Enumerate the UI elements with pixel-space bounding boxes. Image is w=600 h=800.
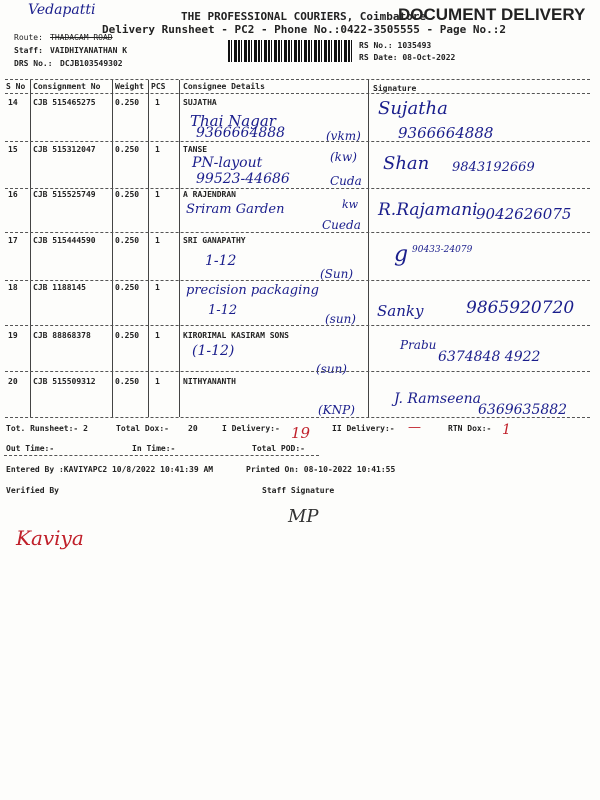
row-weight: 0.250 bbox=[115, 190, 140, 199]
col-sno: S No bbox=[6, 82, 26, 91]
tot-runsheet: Tot. Runsheet:- 2 bbox=[6, 424, 88, 433]
row-sno: 18 bbox=[8, 283, 18, 292]
row-consignee-name: SUJATHA bbox=[183, 98, 217, 107]
entered-by: Entered By :KAVIYAPC2 10/8/2022 10:41:39 AM bbox=[6, 465, 214, 474]
total-dox-value: 20 bbox=[188, 424, 198, 433]
route-value: THADAGAM ROAD bbox=[50, 33, 113, 42]
row-signature: R.Rajamani bbox=[378, 200, 478, 220]
row-address-handwritten-2: 1-12 bbox=[208, 303, 238, 318]
row-signature: Shan bbox=[383, 153, 430, 174]
barcode bbox=[228, 40, 354, 62]
row-weight: 0.250 bbox=[115, 377, 140, 386]
row-address-handwritten: (1-12) bbox=[192, 343, 235, 359]
row-sno: 17 bbox=[8, 236, 18, 245]
row-signature-phone: 6369635882 bbox=[478, 402, 568, 418]
rtn-dox-value: 1 bbox=[502, 422, 511, 438]
row-consignee-name: SRI GANAPATHY bbox=[183, 236, 246, 245]
row-pcs: 1 bbox=[155, 190, 160, 199]
staff-signature-label: Staff Signature bbox=[262, 486, 335, 495]
row-area-tag: (sun) bbox=[316, 362, 347, 376]
row-weight: 0.250 bbox=[115, 145, 140, 154]
row-area-tag: (KNP) bbox=[318, 403, 355, 417]
handwritten-note: Vedapatti bbox=[28, 2, 96, 18]
row-pcs: 1 bbox=[155, 145, 160, 154]
row-consignment: CJB 515312047 bbox=[33, 145, 96, 154]
row-pcs: 1 bbox=[155, 98, 160, 107]
row-divider bbox=[5, 232, 590, 233]
in-time-label: In Time:- bbox=[132, 444, 176, 453]
row-consignment: CJB 515444590 bbox=[33, 236, 96, 245]
row-address-handwritten: 1-12 bbox=[205, 253, 237, 269]
company-name: THE PROFESSIONAL COURIERS, Coimbatore bbox=[181, 10, 427, 23]
col-weight: Weight bbox=[115, 82, 144, 91]
row-area-tag: kw bbox=[342, 198, 359, 211]
drs-label: DRS No.: bbox=[14, 59, 53, 68]
row-area-tag: (kw) bbox=[330, 150, 357, 164]
row-signature: Prabu bbox=[400, 338, 437, 352]
row-weight: 0.250 bbox=[115, 331, 140, 340]
row-consignee-name: TANSE bbox=[183, 145, 208, 154]
row-signature-phone: 9865920720 bbox=[466, 298, 575, 318]
row-address-handwritten: Thai Nagar bbox=[190, 112, 276, 130]
row-divider bbox=[5, 141, 590, 142]
runsheet-line: Delivery Runsheet - PC2 - Phone No.:0422-3505555 - Page No.:2 bbox=[102, 23, 506, 36]
row-consignee-name: NITHYANANTH bbox=[183, 377, 236, 386]
column-line bbox=[368, 80, 369, 417]
row-pcs: 1 bbox=[155, 331, 160, 340]
i-delivery-label: I Delivery:- bbox=[222, 424, 280, 433]
staff-value: VAIDHIYANATHAN K bbox=[50, 46, 128, 55]
row-signature-phone: 90433-24079 bbox=[412, 245, 473, 255]
row-weight: 0.250 bbox=[115, 236, 140, 245]
row-area-tag-2: Cueda bbox=[322, 218, 361, 232]
staff-signature-handwritten: MP bbox=[288, 506, 319, 527]
total-pod-label: Total POD:- bbox=[252, 444, 305, 453]
row-sno: 16 bbox=[8, 190, 18, 199]
row-area-tag: (Sun) bbox=[320, 267, 354, 281]
divider bbox=[5, 93, 590, 94]
staff-label: Staff: bbox=[14, 46, 43, 55]
column-line bbox=[112, 80, 113, 417]
rs-number: RS No.: 1035493 bbox=[359, 41, 432, 50]
verifier-signature-handwritten: Kaviya bbox=[16, 526, 84, 550]
row-address-handwritten: Sriram Garden bbox=[186, 202, 285, 217]
col-consignee: Consignee Details bbox=[183, 82, 265, 91]
row-pcs: 1 bbox=[155, 283, 160, 292]
row-divider bbox=[5, 371, 590, 372]
row-signature-phone: 9843192669 bbox=[452, 160, 535, 175]
row-divider bbox=[5, 417, 590, 418]
row-weight: 0.250 bbox=[115, 283, 140, 292]
verified-by-label: Verified By bbox=[6, 486, 59, 495]
col-signature: Signature bbox=[373, 84, 417, 93]
row-sno: 14 bbox=[8, 98, 18, 107]
row-weight: 0.250 bbox=[115, 98, 140, 107]
row-consignment: CJB 515509312 bbox=[33, 377, 96, 386]
row-signature: Sujatha bbox=[378, 98, 448, 119]
rs-date: RS Date: 08-Oct-2022 bbox=[359, 53, 456, 62]
row-divider bbox=[5, 280, 590, 281]
document-type-title: DOCUMENT DELIVERY bbox=[398, 5, 586, 24]
row-signature-phone: 9042626075 bbox=[476, 205, 572, 223]
col-pcs: PCS bbox=[151, 82, 166, 91]
row-pcs: 1 bbox=[155, 236, 160, 245]
row-consignment: CJB 1188145 bbox=[33, 283, 86, 292]
row-address-handwritten: precision packaging bbox=[186, 283, 319, 298]
i-delivery-value: 19 bbox=[291, 424, 311, 442]
row-signature: J. Ramseena bbox=[394, 391, 482, 407]
divider bbox=[4, 455, 319, 456]
drs-value: DCJB103549302 bbox=[60, 59, 123, 68]
row-signature-phone: 9366664888 bbox=[398, 124, 494, 142]
column-line bbox=[179, 80, 180, 417]
divider bbox=[5, 79, 590, 80]
rtn-dox-label: RTN Dox:- bbox=[448, 424, 492, 433]
row-sno: 19 bbox=[8, 331, 18, 340]
row-divider bbox=[5, 325, 590, 326]
col-consignment: Consignment No bbox=[33, 82, 101, 91]
ii-delivery-label: II Delivery:- bbox=[332, 424, 395, 433]
row-consignee-name: A RAJENDRAN bbox=[183, 190, 236, 199]
column-line bbox=[30, 80, 31, 417]
row-signature-phone: 6374848 4922 bbox=[438, 349, 541, 365]
row-divider bbox=[5, 188, 590, 189]
total-dox-label: Total Dox:- bbox=[116, 424, 169, 433]
route-label: Route: bbox=[14, 33, 43, 42]
row-area-tag: (sun) bbox=[325, 312, 356, 326]
row-consignment: CJB 515465275 bbox=[33, 98, 96, 107]
row-area-tag: (vkm) bbox=[326, 129, 361, 143]
row-sno: 15 bbox=[8, 145, 18, 154]
row-signature: Sanky bbox=[377, 302, 424, 320]
row-phone-handwritten: 99523-44686 bbox=[196, 171, 290, 187]
row-pcs: 1 bbox=[155, 377, 160, 386]
out-time-label: Out Time:- bbox=[6, 444, 55, 453]
row-consignee-name: KIRORIMAL KASIRAM SONS bbox=[183, 331, 289, 340]
row-sno: 20 bbox=[8, 377, 18, 386]
row-consignment: CJB 515525749 bbox=[33, 190, 96, 199]
row-address-handwritten: PN-layout bbox=[192, 155, 263, 171]
row-signature: g bbox=[394, 242, 409, 267]
ii-delivery-value: — bbox=[408, 420, 421, 435]
printed-on: Printed On: 08-10-2022 10:41:55 bbox=[246, 465, 396, 474]
row-phone-handwritten: 9366664888 bbox=[196, 125, 286, 141]
row-area-tag-2: Cuda bbox=[330, 174, 362, 188]
column-line bbox=[148, 80, 149, 417]
row-consignment: CJB 88868378 bbox=[33, 331, 91, 340]
